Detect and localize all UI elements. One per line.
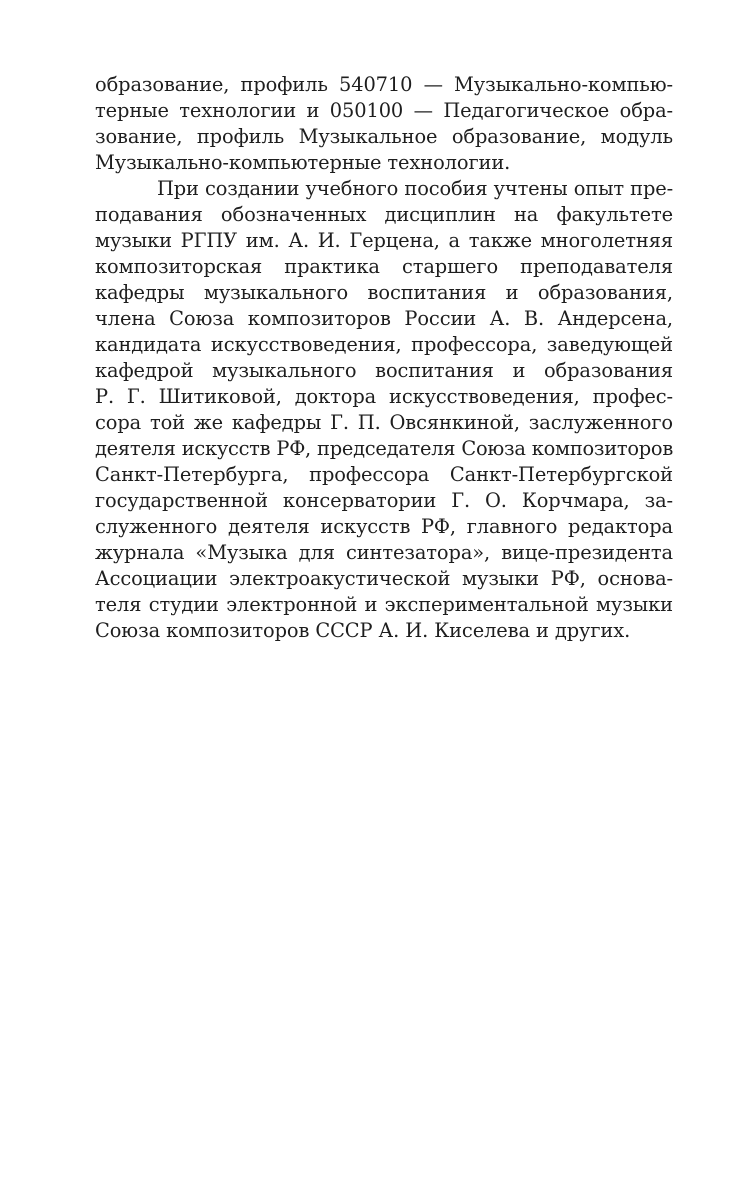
text-line: Союза композиторов СССР А. И. Киселева и других. xyxy=(95,619,631,642)
text-line: сора той же кафедры Г. П. Овсянкиной, заслуженного xyxy=(95,411,673,434)
text-line: терные технологии и 050100 — Педагогическое обра- xyxy=(95,99,673,122)
page-text xyxy=(95,72,673,644)
paragraph-2 xyxy=(95,176,673,644)
paragraph-1 xyxy=(95,72,673,176)
text-line: Музыкально-компьютерные технологии. xyxy=(95,151,511,174)
text-line: члена Союза композиторов России А. В. Андерсена, xyxy=(95,307,673,330)
text-line: подавания обозначенных дисциплин на факультете xyxy=(95,203,673,226)
text-line: деятеля искусств РФ, председателя Союза композиторов xyxy=(95,437,673,460)
text-line: Р. Г. Шитиковой, доктора искусствоведения, профес- xyxy=(95,385,673,408)
text-line: образование, профиль 540710 — Музыкально-компью- xyxy=(95,73,673,96)
text-line: теля студии электронной и экспериментальной музыки xyxy=(95,593,673,616)
text-line: При создании учебного пособия учтены опыт пре- xyxy=(157,177,673,200)
text-line: зование, профиль Музыкальное образование, модуль xyxy=(95,125,673,148)
text-line: Санкт-Петербурга, профессора Санкт-Петербургской xyxy=(95,463,673,486)
text-line: композиторская практика старшего преподавателя xyxy=(95,255,673,278)
text-line: журнала «Музыка для синтезатора», вице-президента xyxy=(95,541,673,564)
text-line: кафедрой музыкального воспитания и образования xyxy=(95,359,673,382)
text-line: кандидата искусствоведения, профессора, заведующей xyxy=(95,333,673,356)
text-line: кафедры музыкального воспитания и образования, xyxy=(95,281,673,304)
text-line: государственной консерватории Г. О. Корчмара, за- xyxy=(95,489,673,512)
text-line: служенного деятеля искусств РФ, главного редактора xyxy=(95,515,673,538)
text-line: Ассоциации электроакустической музыки РФ, основа- xyxy=(95,567,673,590)
text-line: музыки РГПУ им. А. И. Герцена, а также многолетняя xyxy=(95,229,673,252)
